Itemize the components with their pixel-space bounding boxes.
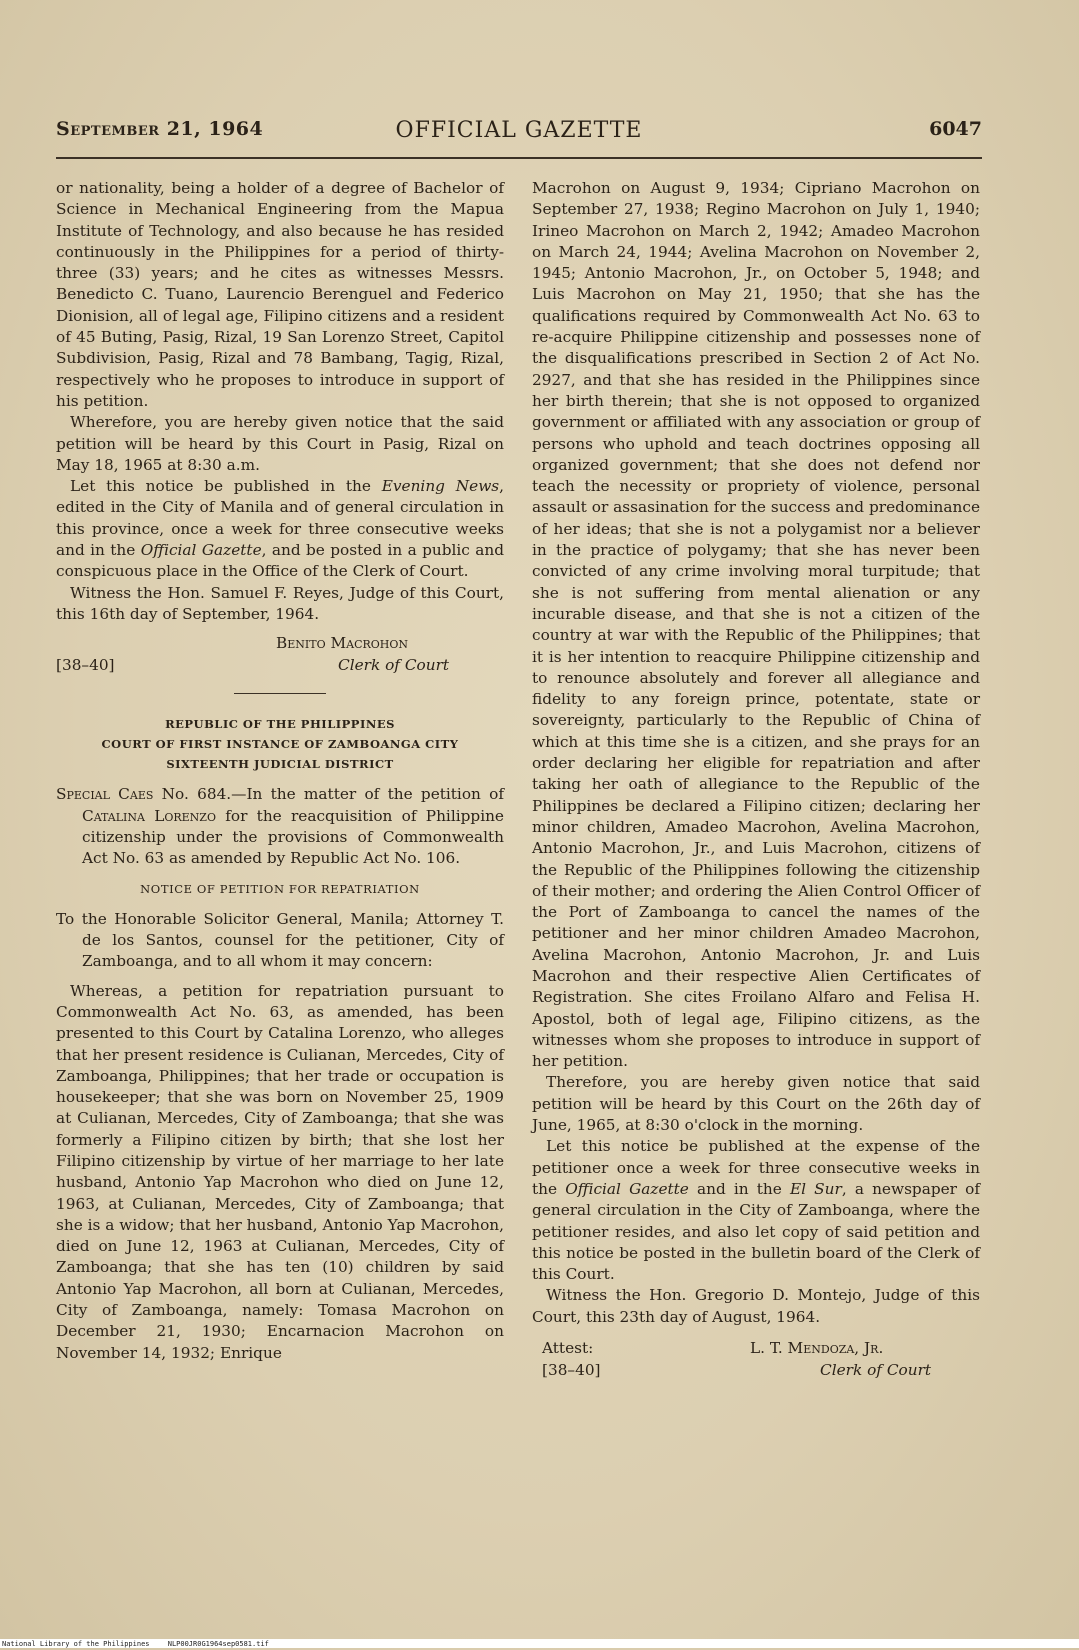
court-line: COURT OF FIRST INSTANCE OF ZAMBOANGA CITY [101, 737, 459, 752]
signatory-role: Clerk of Court [820, 1361, 932, 1380]
signature-block [56, 633, 504, 677]
scan-footer [0, 1639, 1079, 1648]
attest-label: Attest: [542, 1339, 594, 1358]
section-divider [234, 693, 326, 694]
signatory-name: Benito Macrohon [276, 634, 409, 653]
paragraph: Therefore, you are hereby given notice that said petition will be heard by this Court on the 26th day of June, 1965, at 8:30 o'clock in the morning. [532, 1073, 980, 1135]
reference-number: [38–40] [542, 1361, 601, 1380]
signature-block [532, 1338, 980, 1384]
paragraph: Whereas, a petition for repatriation pursuant to Commonwealth Act No. 63, as amended, has been presented to this Court by Catalina Lorenzo, who alleges that her present residence is Culianan, Mercedes, City of Zamboanga, Philippines; that her trade or occupation is housekeeper; that she was born on November 25, 1909 at Culianan, Mercedes, City of Zamboanga; that she was formerly a Filipino citizen by birth; that she lost her Filipino citizenship by virtue of her marriage to her late husband, Antonio Yap Macrohon who died on June 12, 1963, at Culianan, Mercedes, City of Zamboanga; that she is a widow; that her husband, Antonio Yap Macrohon, died on June 12, 1963 at Culianan, Mercedes, City of Zamboanga; that she has ten (10) children by said Antonio Yap Macrohon, all born at Culianan, Mercedes, City of Zamboanga, namely: Tomasa Macrohon on December 21, 1930; Encarnacion Macrohon on November 14, 1932; Enrique [56, 981, 504, 1362]
left-column [56, 178, 504, 1364]
issue-date: September 21, 1964 [56, 118, 264, 140]
paragraph: Witness the Hon. Samuel F. Reyes, Judge of this Court, this 16th day of September, 1964. [56, 583, 504, 623]
reference-number: [38–40] [56, 656, 115, 675]
addressee: To the Honorable Solicitor General, Manila; Attorney T. de los Santos, counsel for the petitioner, City of Zamboanga, and to all whom it may concern: [56, 909, 504, 971]
library-name: National Library of the Philippines [2, 1640, 150, 1648]
header-rule [56, 157, 982, 159]
paragraph: Wherefore, you are hereby given notice that the said petition will be heard by this Court in Pasig, Rizal on May 18, 1965 at 8:30 a.m. [56, 413, 504, 474]
court-line: SIXTEENTH JUDICIAL DISTRICT [166, 757, 394, 772]
paragraph: Witness the Hon. Gregorio D. Montejo, Judge of this Court, this 23th day of August, 1964. [532, 1286, 980, 1326]
case-caption: Special Caes No. 684.—In the matter of the petition of Catalina Lorenzo for the reacquisition of Philippine citizenship under the provisions of Commonwealth Act No. 63 as amended by Republic Act No. 106. [56, 785, 505, 868]
page-header [56, 118, 982, 152]
signatory-name: L. T. Mendoza, Jr. [750, 1339, 884, 1358]
paragraph: Macrohon on August 9, 1934; Cipriano Macrohon on September 27, 1938; Regino Macrohon on July 1, 1940; Irineo Macrohon on March 2, 1942; Amadeo Macrohon on March 24, 1944; Avelina Macrohon on November 2, 1945; Antonio Macrohon, Jr., on October 5, 1948; and Luis Macrohon on May 21, 1950; that she has the qualifications required by Commonwealth Act No. 63 to re-acquire Philippine citizenship and possesses none of the disqualifications prescribed in Section 2 of Act No. 2927, and that she has resided in the Philippines since her birth therein; that she is not opposed to organized government or affiliated with any association or group of persons who uphold and teach doctrines opposing all organized government; that she does not defend nor teach the necessity or propriety of violence, personal assault or assasination for the success and predominance of her ideas; that she is not a polygamist nor a believer in the practice of polygamy; that she has never been convicted of any crime involving moral turpitude; that she is not suffering from mental alienation or any incurable disease, and that she is not a citizen of the country at war with the Republic of the Philippines; that it is her intention to reacquire Philippine citizenship and to renounce absolutely and forever all allegiance and fidelity to any foreign prince, potentate, state or sovereignty, particularly to the Republic of China of which at this time she is a citizen, and she prays for an order declaring her eligible for repatriation and after taking her oath of allegiance to the Republic of the Philippines be declared a Filipino citizen; declaring her minor children, Amadeo Macrohon, Avelina Macrohon, Antonio Macrohon, Jr., and Luis Macrohon, citizens of the Republic of the Philippines following the citizenship of their mother; and ordering the Alien Control Officer of the Port of Zamboanga to cancel the names of the petitioner and her minor children Amadeo Macrohon, Avelina Macrohon, Antonio Macrohon, Jr. and Luis Macrohon and their respective Alien Certificates of Registration. She cites Froilano Alfaro and Felisa H. Apostol, both of legal age, Filipino citizens, as the witnesses whom she proposes to introduce in support of her petition. [532, 179, 980, 1071]
notice-title: NOTICE OF PETITION FOR REPATRIATION [140, 882, 420, 897]
paragraph: or nationality, being a holder of a degree of Bachelor of Science in Mechanical Engineering from the Mapua Institute of Technology, and also because he has resided continuously in the Philippines for a period of thirty-three (33) years; and he cites as witnesses Messrs. Benedicto C. Tuano, Laurencio Berenguel and Federico Dionision, all of legal age, Filipino citizens and a resident of 45 Buting, Pasig, Rizal, 19 San Lorenzo Street, Capitol Subdivision, Pasig, Rizal and 78 Bambang, Tagig, Rizal, respectively who he proposes to introduce in support of his petition. [56, 179, 504, 410]
right-column [532, 178, 980, 1384]
court-line: REPUBLIC OF THE PHILIPPINES [165, 717, 395, 732]
page-number: 6047 [929, 118, 982, 140]
file-name: NLP00JR0G1964sep0581.tif [167, 1640, 269, 1648]
signatory-role: Clerk of Court [338, 656, 450, 675]
court-heading [56, 714, 504, 774]
paragraph: Let this notice be published at the expense of the petitioner once a week for three consecutive weeks in the Official Gazette and in the El Sur, a newspaper of general circulation in the City of Zamboanga, where the petitioner resides, and also let copy of said petition and this notice be posted in the bulletin board of the Clerk of this Court. [532, 1137, 981, 1284]
publication-title: OFFICIAL GAZETTE [395, 118, 643, 143]
paragraph: Let this notice be published in the Evening News, edited in the City of Manila and of general circulation in this province, once a week for three consecutive weeks and in the Official Gazette, and be posted in a public and conspicuous place in the Office of the Clerk of Court. [56, 477, 505, 581]
